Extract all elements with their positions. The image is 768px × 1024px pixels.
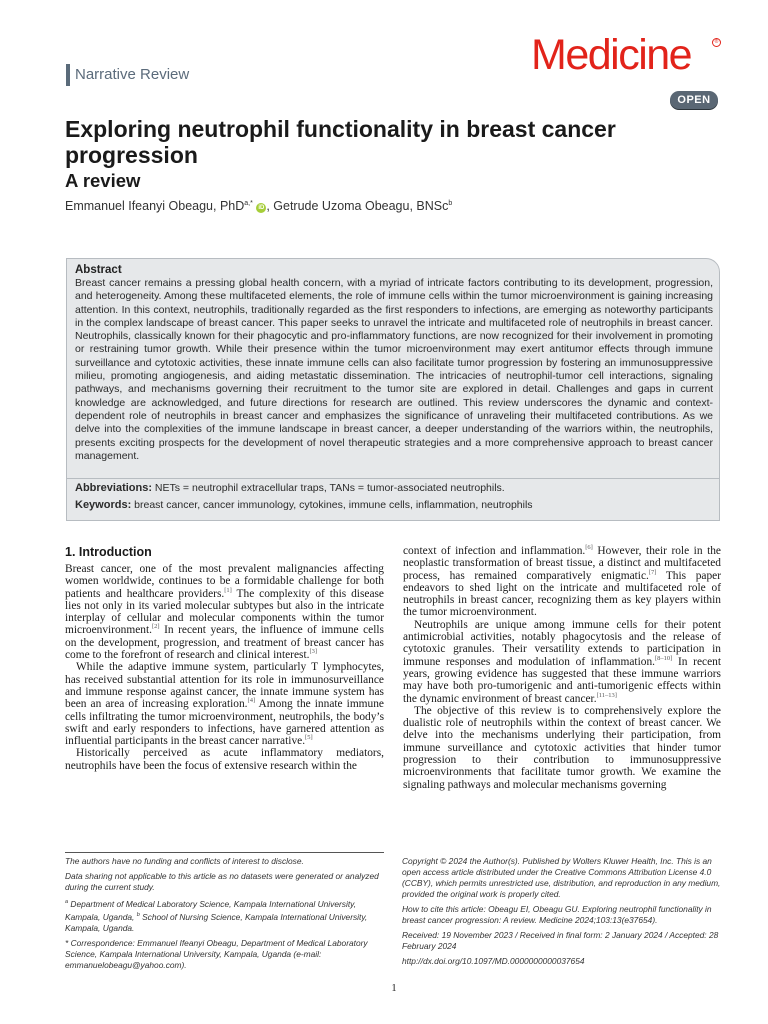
- citation-ref[interactable]: [2]: [152, 623, 160, 631]
- footnotes-right: [402, 856, 722, 971]
- paragraph: Breast cancer, one of the most prevalent malignancies affecting women worldwide, continues to be a formidable challenge for both patients and healthcare providers.[1] The complexity of this disease lies not only in its varied molecular subtypes but also in the intricate interplay of cellular and molecular components within the tumor microenvironment.[2] In recent years, the influence of immune cells on the development, progression, and treatment of breast cancer has come to the forefront of research and clinical interest.[3]: [65, 563, 384, 662]
- paragraph: While the adaptive immune system, particularly T lymphocytes, has received substantial attention for its role in immunosurveillance and immune response against cancer, the innate immune system has been an area of increasing exploration.[4] Among the innate immune cells infiltrating the tumor microenvironment, neutrophils, the body’s swift and early responders to infections, have garnered attention as influential participants in the breast cancer narrative.[5]: [65, 661, 384, 748]
- citation-ref[interactable]: [5]: [305, 734, 313, 742]
- doi-link[interactable]: http://dx.doi.org/10.1097/MD.0000000000037654: [402, 956, 585, 966]
- paragraph: context of infection and inflammation.[6] However, their role in the neoplastic transformation of breast tissue, a distinct and multifaceted process, has remained comparatively enigmatic.[7] This paper endeavors to shed light on the intricate and multifaceted role of neutrophils in breast cancer, recognizing them as key players within the tumor microenvironment.: [403, 544, 721, 619]
- correspondence: * Correspondence: Emmanuel Ifeanyi Obeagu, Department of Medical Laboratory Science, Kampala International University, Kampala, Uganda (e-mail: emmanuelobeagu@yahoo.com).: [65, 937, 368, 970]
- abstract-heading: Abstract: [75, 264, 122, 276]
- citation-ref[interactable]: [11–13]: [596, 691, 617, 699]
- citation-ref[interactable]: [7]: [648, 568, 657, 576]
- citation-ref[interactable]: [6]: [585, 544, 593, 552]
- paragraph: Historically perceived as acute inflammatory mediators, neutrophils have been the focus of extensive research within the: [65, 747, 384, 772]
- copyright-note: Copyright © 2024 the Author(s). Published by Wolters Kluwer Health, Inc. This is an open access article distributed under the Creative Commons Attribution License 4.0 (CCBY), which permits unrestricted use, distribution, and reproduction in any medium, provided the original work is properly cited.: [402, 856, 721, 899]
- funding-note: The authors have no funding and conflicts of interest to disclose.: [65, 856, 304, 866]
- citation-ref[interactable]: [1]: [224, 586, 232, 594]
- abbreviations-text: NETs = neutrophil extracellular traps, TANs = tumor-associated neutrophils.: [152, 482, 505, 494]
- dates-note: Received: 19 November 2023 / Received in final form: 2 January 2024 / Accepted: 28 February 2024: [402, 930, 719, 951]
- author-affiliation-mark: b: [448, 199, 453, 207]
- abbreviations-label: Abbreviations:: [75, 482, 153, 494]
- affiliations: $^a$ Department of Medical Laboratory Science, Kampala International University, Kampala, Uganda, $^b$ School of Nursing Science, Kampala International University, Kampala, Uganda.: [65, 898, 368, 933]
- citation-ref[interactable]: [3]: [309, 648, 318, 656]
- author-name: Emmanuel Ifeanyi Obeagu, PhD: [65, 199, 245, 213]
- abstract-text: Breast cancer remains a pressing global health concern, with a myriad of intricate factors contributing to its development, progression, and heterogeneity. Among these multifaceted elements, the role of immune cells within the tumor microenvironment is gaining increasing attention. In this context, neutrophils, traditionally regarded as the first responders to infections, are emerging as noteworthy participants in the complex landscape of breast cancer. This paper seeks to unravel the intricate and multifaceted role of neutrophils in breast cancer. Neutrophils, classically known for their phagocytic and pro-inflammatory functions, are now recognized for their involvement in promoting or restraining tumor growth. While their presence within the tumor microenvironment may exert antitumor effects through immune surveillance and cytotoxic activities, these innate immune cells can also facilitate tumor progression by fostering an immunosuppressive milieu, promoting angiogenesis, and aiding metastatic dissemination. The intricacies of neutrophil-tumor cell interactions, signaling pathways, and mechanisms governing their recruitment to the tumor site are explored in detail. Challenges and gaps in current knowledge are acknowledged, and future directions for research are outlined. This review underscores the dynamic and context-dependent role of neutrophils in breast cancer and emphasizes the significance of unraveling their multifaceted contributions. As we delve into the complexities of the immune landscape in breast cancer, a deeper understanding of the warriors within, the neutrophils, presents exciting prospects for the development of novel therapeutic strategies and a more comprehensive approach to breast cancer management.: [75, 277, 713, 462]
- footnotes-left: [65, 856, 384, 975]
- abbreviations: [75, 482, 505, 494]
- citation-ref[interactable]: [8–10]: [655, 654, 673, 662]
- open-access-badge: OPEN: [670, 91, 718, 109]
- orcid-icon[interactable]: iD: [258, 205, 265, 211]
- body-column-left: [65, 563, 384, 772]
- data-sharing-note: Data sharing not applicable to this article as no datasets were generated or analyzed during the current study.: [65, 871, 379, 892]
- footnote-rule: [65, 852, 384, 853]
- author-affiliation-mark: a,*: [244, 199, 253, 207]
- body-column-right: [403, 545, 721, 791]
- keywords-text: breast cancer, cancer immunology, cytokines, immune cells, inflammation, neutrophils: [131, 499, 533, 511]
- paragraph: The objective of this review is to comprehensively explore the dualistic role of neutrophils within the context of breast cancer. We delve into the mechanisms underlying their participation, from immune surveillance and cytotoxic activities that hinder tumor progression to their contribution to immunosuppressive microenvironments that facilitate tumor growth. We examine the signaling pathways and molecular mechanisms governing: [403, 704, 721, 791]
- section-label: Narrative Review: [66, 64, 189, 86]
- keywords: [75, 499, 533, 511]
- article-subtitle: A review: [65, 170, 141, 191]
- article-title: Exploring neutrophil functionality in breast cancer progression: [65, 116, 616, 168]
- author-list: [65, 199, 452, 213]
- registered-mark: ®: [712, 38, 721, 47]
- keywords-label: Keywords:: [75, 499, 132, 511]
- section-heading: 1. Introduction: [65, 545, 152, 559]
- citation-note: How to cite this article: Obeagu EI, Obeagu GU. Exploring neutrophil functionality in breast cancer progression: A review. Medicine 2024;103:13(e37654).: [402, 904, 712, 925]
- paragraph: Neutrophils are unique among immune cells for their potent antimicrobial activities, notably phagocytosis and the release of cytotoxic granules. Their versatility extends to participation in immune responses and modulation of inflammation.[8–10] In recent years, growing evidence has suggested that these immune warriors may have both pro-tumorigenic and anti-tumorigenic effects within the dynamic environment of breast cancer.[11–13]: [403, 618, 721, 705]
- abstract-divider: [66, 478, 720, 479]
- page-number: 1: [391, 983, 397, 994]
- journal-logo: Medicine: [531, 31, 692, 79]
- citation-ref[interactable]: [4]: [247, 697, 256, 705]
- author-name: , Getrude Uzoma Obeagu, BNSc: [266, 199, 449, 213]
